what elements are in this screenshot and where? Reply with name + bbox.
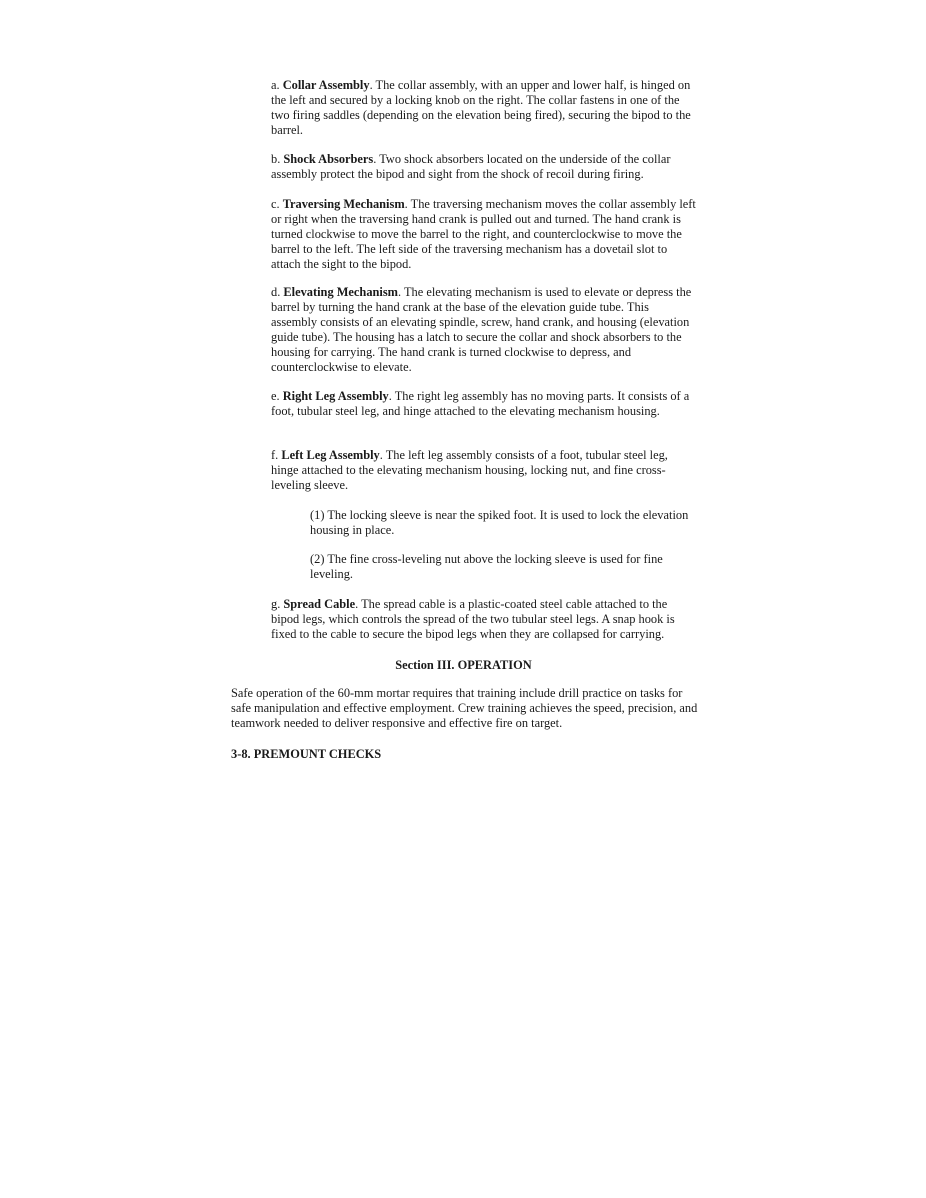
item-title: Spread Cable [283,597,356,611]
item-right-leg-assembly: e. Right Leg Assembly. The right leg assembly has no moving parts. It consists of a foot, tubular steel leg, and hinge attached to the elevating mechanism housing. [271,389,690,418]
item-spread-cable: g. Spread Cable. The spread cable is a plastic-coated steel cable attached to the bipod legs, which controls the spread of the two tubular steel legs. A snap hook is fixed to the cable to secure the bipod legs when they are collapsed for carrying. [271,597,675,641]
section-intro: Safe operation of the 60-mm mortar requires that training include drill practice on tasks for safe manipulation and effective employment. Crew training achieves the speed, precision, and teamwork needed to deliver responsive and effective fire on target. [231,686,698,730]
item-elevating-mechanism: d. Elevating Mechanism. The elevating mechanism is used to elevate or depress the barrel by turning the hand crank at the base of the elevation guide tube. This assembly consists of an elevating spindle, screw, hand crank, and housing (elevation guide tube). The housing has a latch to secure the collar and shock absorbers to the housing for carrying. The hand crank is turned clockwise to depress, and counterclockwise to elevate. [271,285,692,374]
item-collar-assembly: a. Collar Assembly. The collar assembly, with an upper and lower half, is hinged on the left and secured by a locking knob on the right. The collar fastens in one of the two firing saddles (depending on the elevation being fired), securing the bipod to the barrel. [271,78,691,137]
subsection-heading: 3-8. PREMOUNT CHECKS [231,747,382,761]
item-traversing-mechanism: c. Traversing Mechanism. The traversing mechanism moves the collar assembly left or right when the traversing hand crank is pulled out and turned. The hand crank is turned clockwise to move the barrel to the right, and counterclockwise to move the barrel to the left. The left side of the traversing mechanism has a dovetail slot to attach the sight to the bipod. [271,197,696,271]
item-title: Collar Assembly [282,78,370,92]
item-title: Elevating Mechanism [283,285,398,299]
item-left-leg-assembly: f. Left Leg Assembly. The left leg assembly consists of a foot, tubular steel leg, hinge attached to the elevating mechanism housing, locking nut, and fine cross-leveling sleeve. [271,448,668,492]
item-title: Left Leg Assembly [281,448,380,462]
subitem-locking-sleeve: (1) The locking sleeve is near the spiked foot. It is used to lock the elevation housing in place. [310,508,689,537]
item-title: Traversing Mechanism [282,197,405,211]
item-title: Shock Absorbers [283,152,374,166]
subitem-cross-leveling-nut: (2) The fine cross-leveling nut above the locking sleeve is used for fine leveling. [310,552,663,581]
item-shock-absorbers: b. Shock Absorbers. Two shock absorbers located on the underside of the collar assembly protect the bipod and sight from the shock of recoil during firing. [271,152,671,181]
item-title: Right Leg Assembly [282,389,389,403]
section-title: Section III. OPERATION [395,658,532,672]
